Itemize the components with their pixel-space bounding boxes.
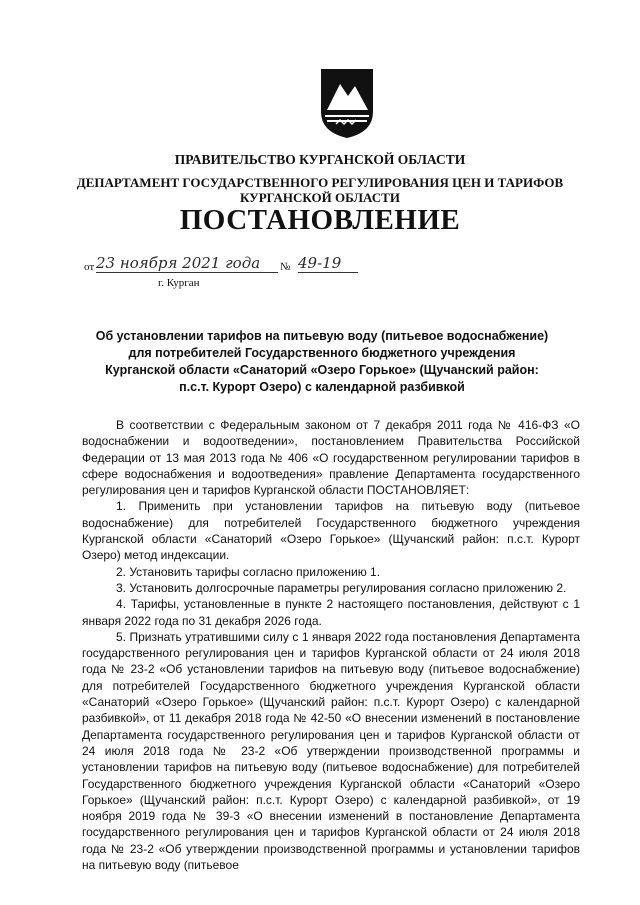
document-subject: Об установлении тарифов на питьевую воду (питьевое водоснабжение) для потребителей Государственного бюджетного учреждения Курганской области «Санаторий «Озеро Горькое» (Щучанский район: п.с.т. Курорт Озеро) с календарной разбивкой	[95, 329, 549, 394]
paragraph-item-5: 5. Признать утратившими силу с 1 января 2022 года постановления Департамента государственного регулирования цен и тарифов Курганской области от 24 июля 2018 года № 23-2 «Об установлении тарифов на питьевую воду (питьевое водоснабжение) для потребителей Государственного бюджетного учреждения Курганской области «Санаторий «Озеро Горькое» (Щучанский район: п.с.т. Курорт Озеро) с календарной разбивкой», от 11 декабря 2018 года № 42-50 «О внесении изменений в постановление Департамента государственного регулирования цен и тарифов Курганской области от 24 июля 2018 года № 23-2 «Об утверждении производственной программы и установлении тарифов на питьевую воду (питьевое водоснабжение) для потребителей Государственного бюджетного учреждения Курганской области «Санаторий «Озеро Горькое» (Щучанский район: п.с.т. Курорт Озеро) с календарной разбивкой», от 19 ноября 2019 года № 39-3 «О внесении изменений в постановление Департамента государственного регулирования цен и тарифов Курганской области от 24 июля 2018 года № 23-2 «Об утверждении производственной программы и установлении тарифов на питьевую воду (питьевое	[82, 629, 580, 873]
dateline	[84, 244, 384, 288]
paragraph-item-4: 4. Тарифы, установленные в пункте 2 настоящего постановления, действуют с 1 января 2022 года по 31 декабря 2026 года.	[82, 597, 580, 628]
coat-of-arms-emblem	[318, 66, 376, 140]
document-title: ПОСТАНОВЛЕНИЕ	[179, 204, 461, 236]
handwritten-number: 49-19	[298, 254, 358, 273]
city-label: г. Курган	[158, 277, 200, 289]
paragraph-item-1: 1. Применить при установлении тарифов на питьевую воду (питьевое водоснабжение) для потребителей Государственного бюджетного учреждения Курганской области «Санаторий «Озеро Горькое» (Щучанский район: п.с.т. Курорт Озеро) метод индексации.	[82, 499, 580, 563]
handwritten-date: 23 ноября 2021 года	[96, 254, 278, 273]
date-prefix: от	[84, 261, 95, 273]
paragraph-item-3: 3. Установить долгосрочные параметры регулирования согласно приложению 2.	[116, 580, 567, 595]
document-body	[82, 417, 580, 873]
paragraph-item-2: 2. Установить тарифы согласно приложению 1.	[116, 564, 381, 579]
government-name: ПРАВИТЕЛЬСТВО КУРГАНСКОЙ ОБЛАСТИ	[174, 152, 466, 167]
department-name: ДЕПАРТАМЕНТ ГОСУДАРСТВЕННОГО РЕГУЛИРОВАНИЯ ЦЕН И ТАРИФОВ КУРГАНСКОЙ ОБЛАСТИ	[76, 175, 564, 205]
paragraph-preamble: В соответствии с Федеральным законом от 7 декабря 2011 года № 416-ФЗ «О водоснабжении и водоотведении», постановлением Правительства Российской Федерации от 13 мая 2013 года № 406 «О государственном регулировании тарифов в сфере водоснабжения и водоотведения» правление Департамента государственного регулирования цен и тарифов Курганской области ПОСТАНОВЛЯЕТ:	[82, 418, 580, 498]
number-label: №	[280, 261, 291, 273]
